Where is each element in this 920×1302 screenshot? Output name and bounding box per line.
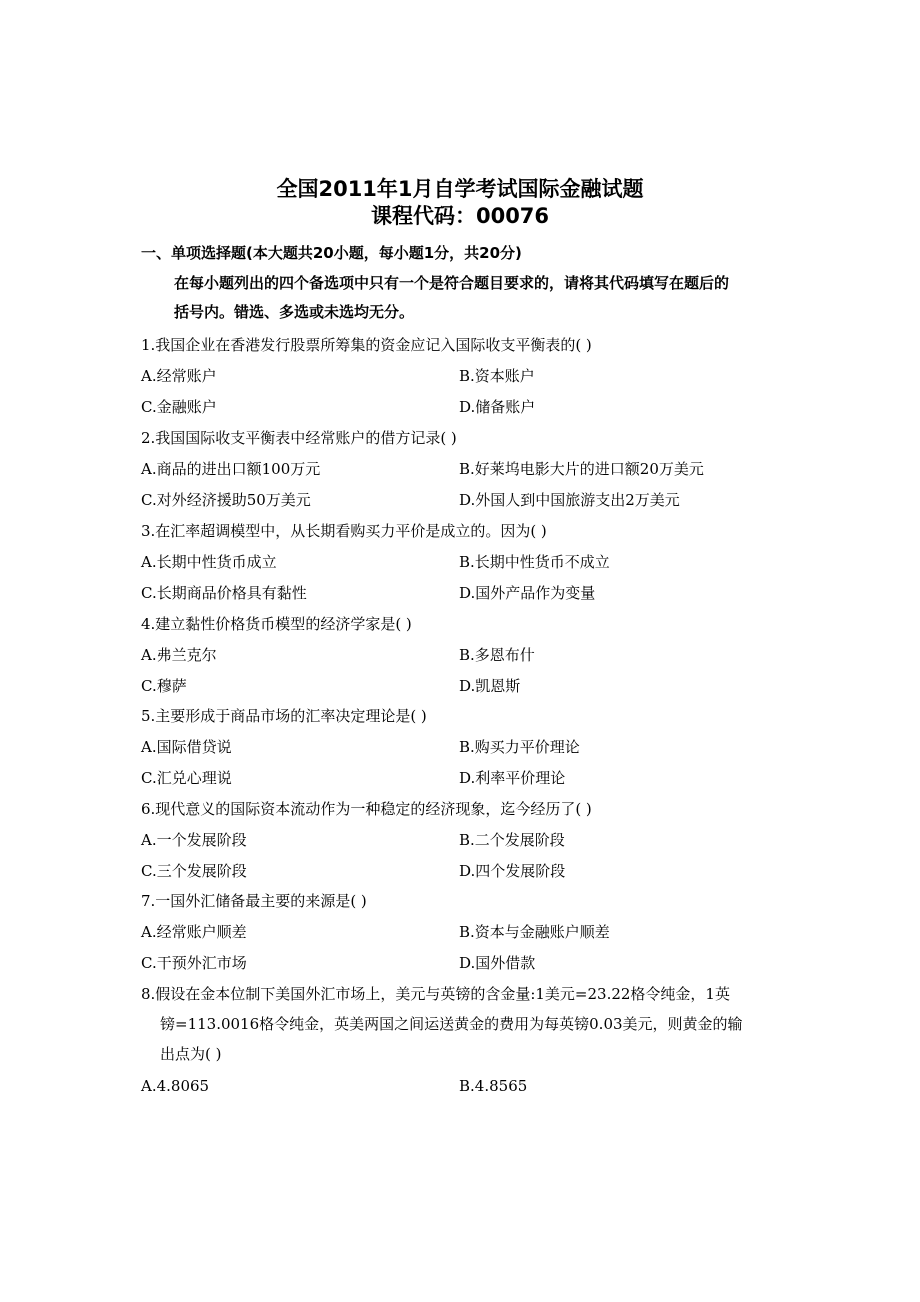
question-3-option-b: B.长期中性货币不成立 xyxy=(459,553,610,571)
question-5-stem: 5.主要形成于商品市场的汇率决定理论是( ) xyxy=(141,707,427,725)
question-5-option-d: D.利率平价理论 xyxy=(459,769,566,787)
question-4-option-c: C.穆萨 xyxy=(141,677,187,695)
question-5-option-c: C.汇兑心理说 xyxy=(141,769,232,787)
question-6-stem: 6.现代意义的国际资本流动作为一种稳定的经济现象，迄今经历了( ) xyxy=(141,800,592,818)
question-4-stem: 4.建立黏性价格货币模型的经济学家是( ) xyxy=(141,615,412,633)
question-6-option-d: D.四个发展阶段 xyxy=(459,862,566,880)
question-2-option-d: D.外国人到中国旅游支出2万美元 xyxy=(459,491,680,509)
question-2-option-c: C.对外经济援助50万美元 xyxy=(141,491,311,509)
question-7-stem: 7.一国外汇储备最主要的来源是( ) xyxy=(141,892,367,910)
question-2-stem: 2.我国国际收支平衡表中经常账户的借方记录( ) xyxy=(141,429,457,447)
question-2-option-a: A.商品的进出口额100万元 xyxy=(141,460,321,478)
question-3-option-c: C.长期商品价格具有黏性 xyxy=(141,584,307,602)
question-4-option-a: A.弗兰克尔 xyxy=(141,646,217,664)
exam-title: 全国2011年1月自学考试国际金融试题 xyxy=(276,177,644,201)
question-7-option-d: D.国外借款 xyxy=(459,954,536,972)
course-code: 课程代码：00076 xyxy=(370,204,550,228)
question-1-option-d: D.储备账户 xyxy=(459,398,536,416)
question-4-option-b: B.多恩布什 xyxy=(459,646,535,664)
question-5-option-b: B.购买力平价理论 xyxy=(459,738,580,756)
question-8-option-b: B.4.8565 xyxy=(459,1077,528,1095)
section-heading: 一、单项选择题(本大题共20小题，每小题1分，共20分) xyxy=(141,244,522,262)
question-5-option-a: A.国际借贷说 xyxy=(141,738,232,756)
question-6-option-c: C.三个发展阶段 xyxy=(141,862,247,880)
question-8-stem-line-3: 出点为( ) xyxy=(160,1045,222,1063)
question-3-stem: 3.在汇率超调模型中，从长期看购买力平价是成立的。因为( ) xyxy=(141,522,547,540)
question-4-option-d: D.凯恩斯 xyxy=(459,677,521,695)
question-1-option-a: A.经常账户 xyxy=(141,367,217,385)
question-8-stem-line-1: 8.假设在金本位制下美国外汇市场上，美元与英镑的含金量:1美元=23.22格令纯金，1英 xyxy=(141,985,730,1003)
section-instruction-line-1: 在每小题列出的四个备选项中只有一个是符合题目要求的，请将其代码填写在题后的 xyxy=(174,274,730,292)
question-1-stem: 1.我国企业在香港发行股票所筹集的资金应记入国际收支平衡表的( ) xyxy=(141,336,592,354)
question-6-option-a: A.一个发展阶段 xyxy=(141,831,247,849)
section-instruction-line-2: 括号内。错选、多选或未选均无分。 xyxy=(174,303,415,321)
question-7-option-b: B.资本与金融账户顺差 xyxy=(459,923,610,941)
question-2-option-b: B.好莱坞电影大片的进口额20万美元 xyxy=(459,460,704,478)
question-8-stem-line-2: 镑=113.0016格令纯金，英美两国之间运送黄金的费用为每英镑0.03美元，则黄金的输 xyxy=(160,1015,743,1033)
question-6-option-b: B.二个发展阶段 xyxy=(459,831,565,849)
question-3-option-d: D.国外产品作为变量 xyxy=(459,584,596,602)
question-8-option-a: A.4.8065 xyxy=(141,1077,210,1095)
question-3-option-a: A.长期中性货币成立 xyxy=(141,553,277,571)
question-7-option-c: C.干预外汇市场 xyxy=(141,954,247,972)
question-1-option-b: B.资本账户 xyxy=(459,367,535,385)
question-1-option-c: C.金融账户 xyxy=(141,398,217,416)
question-7-option-a: A.经常账户顺差 xyxy=(141,923,247,941)
